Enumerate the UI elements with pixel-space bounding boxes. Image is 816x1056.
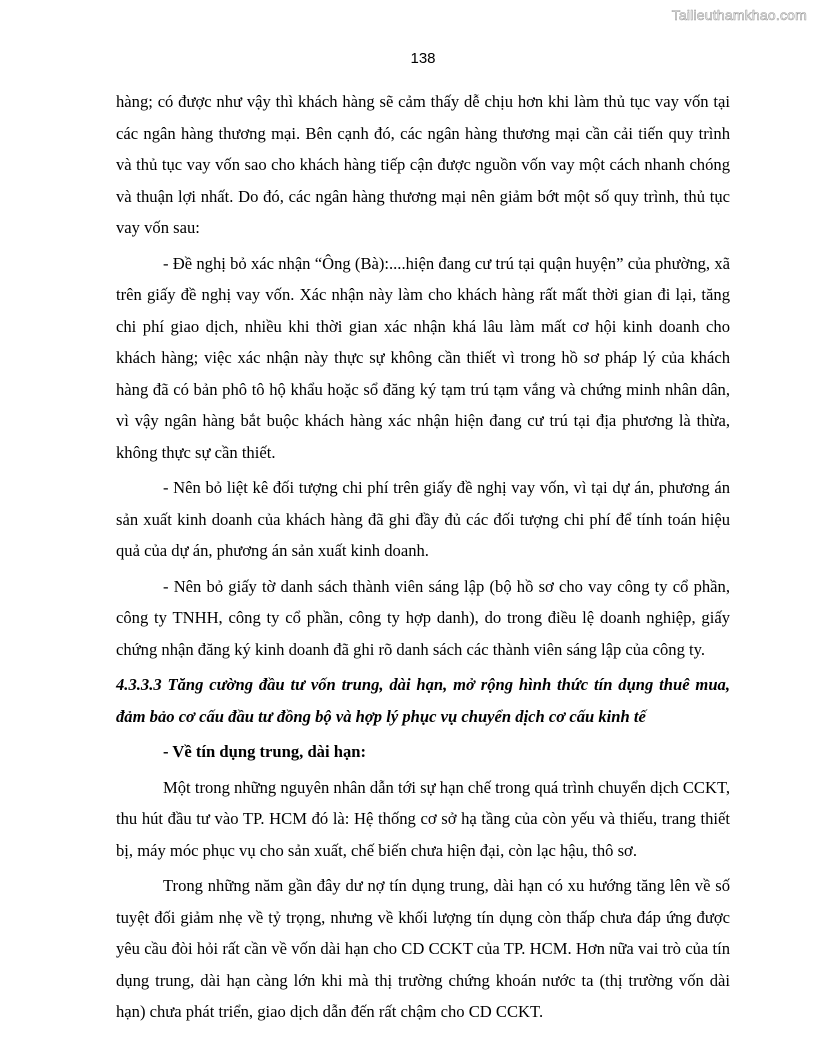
paragraph-bullet-1: - Đề nghị bỏ xác nhận “Ông (Bà):....hiện đang cư trú tại quận huyện” của phường, xã trên giấy đề nghị vay vốn. Xác nhận này làm cho khách hàng rất mất thời gian đi lại, tăng chi phí giao dịch, nhiều khi thời gian xác nhận khá lâu làm mất cơ hội kinh doanh cho khách hàng; việc xác nhận này thực sự không cần thiết vì trong hồ sơ pháp lý của khách hàng đã có bản phô tô hộ khẩu hoặc sổ đăng ký tạm trú tạm vắng và chứng minh nhân dân, vì vậy ngân hàng bắt buộc khách hàng xác nhận hiện đang cư trú tại địa phương là thừa, không thực sự cần thiết. — [116, 253, 730, 462]
document-body — [116, 86, 730, 1032]
paragraph-continuation: hàng; có được như vậy thì khách hàng sẽ cảm thấy dễ chịu hơn khi làm thủ tục vay vốn tại các ngân hàng thương mại. Bên cạnh đó, các ngân hàng thương mại cần cải tiến quy trình và thủ tục vay vốn sao cho khách hàng tiếp cận được nguồn vốn vay một cách nhanh chóng và thuận lợi nhất. Do đó, các ngân hàng thương mại nên giảm bớt một số quy trình, thủ tục vay vốn sau: — [116, 92, 730, 237]
paragraph-bullet-3: - Nên bỏ giấy tờ danh sách thành viên sáng lập (bộ hồ sơ cho vay công ty cổ phần, công ty TNHH, công ty cổ phần, công ty hợp danh), do trong điều lệ doanh nghiệp, giấy chứng nhận đăng ký kinh doanh đã ghi rõ danh sách các thành viên sáng lập của công ty. — [116, 576, 730, 659]
page-number: 138 — [410, 50, 436, 67]
subheading: - Về tín dụng trung, dài hạn: — [163, 742, 367, 761]
paragraph-body-2: Trong những năm gần đây dư nợ tín dụng trung, dài hạn có xu hướng tăng lên về số tuyệt đối giảm nhẹ về tỷ trọng, nhưng về khối lượng tín dụng còn thấp chưa đáp ứng được yêu cầu đòi hỏi rất cần về vốn dài hạn cho CD CCKT của TP. HCM. Hơn nữa vai trò của tín dụng trung, dài hạn càng lớn khi mà thị trường chứng khoán nước ta (thị trường vốn dài hạn) chưa phát triển, giao dịch dẫn đến rất chậm cho CD CCKT. — [116, 876, 730, 1021]
paragraph-bullet-2: - Nên bỏ liệt kê đối tượng chi phí trên giấy đề nghị vay vốn, vì tại dự án, phương án sản xuất kinh doanh của khách hàng đã ghi đầy đủ các đối tượng chi phí để tính toán hiệu quả của dự án, phương án sản xuất kinh doanh. — [116, 478, 730, 560]
paragraph-body-1: Một trong những nguyên nhân dẫn tới sự hạn chế trong quá trình chuyển dịch CCKT, thu hút đầu tư vào TP. HCM đó là: Hệ thống cơ sở hạ tầng của còn yếu và thiếu, trang thiết bị, máy móc phục vụ cho sản xuất, chế biến chưa hiện đại, còn lạc hậu, thô sơ. — [116, 777, 730, 860]
section-heading: 4.3.3.3 Tăng cường đầu tư vốn trung, dài hạn, mở rộng hình thức tín dụng thuê mua, đảm bảo cơ cấu đầu tư đồng bộ và hợp lý phục vụ chuyển dịch cơ cấu kinh tế — [116, 675, 730, 726]
watermark-text: Tailieuthamkhao.com — [671, 7, 807, 23]
